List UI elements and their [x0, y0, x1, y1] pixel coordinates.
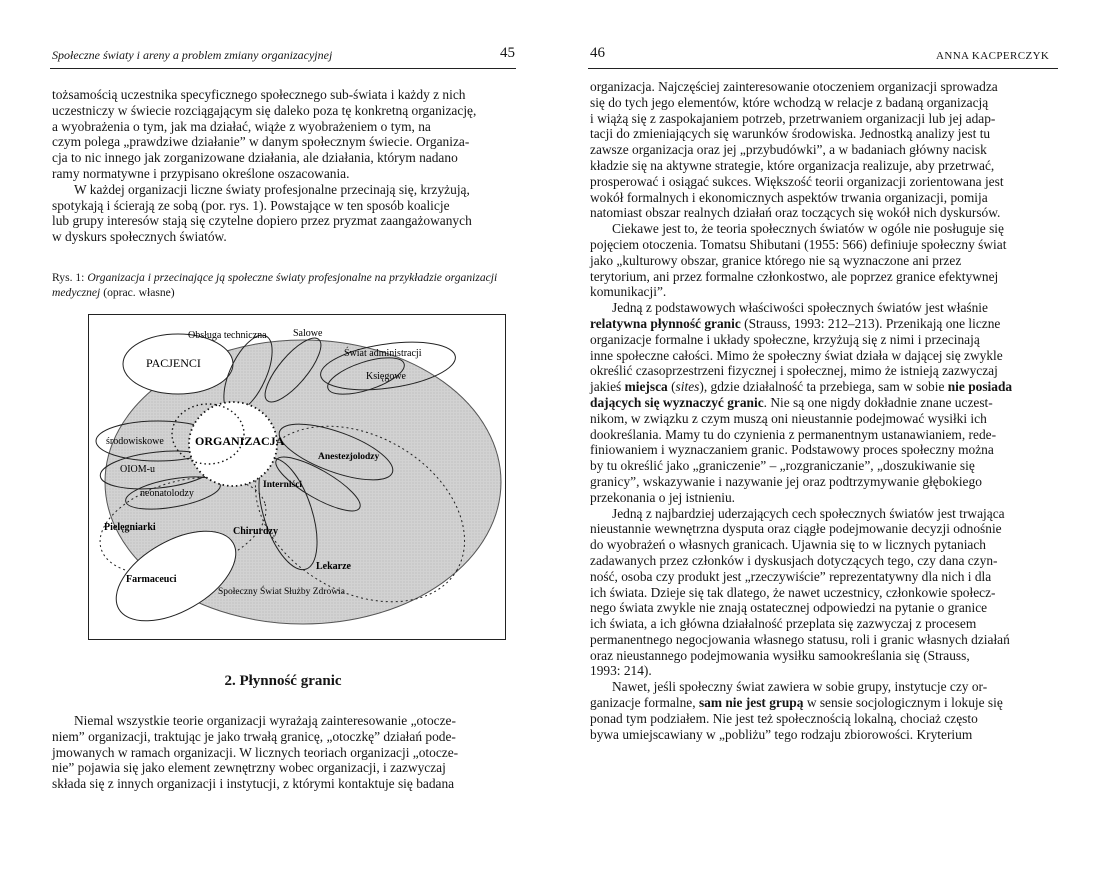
caption-title: Organizacja i przecinające ją społeczne światy profesjonalne na przykładzie organizacji medycznej [52, 271, 498, 299]
text-line: nieustannie wewnętrzna dysputa oraz ciągłe podejmowanie decyzji odnośnie [590, 521, 1002, 537]
text-line: granicy”, wskazywanie i nazywanie jej oraz podtrzymywanie głębokiego [590, 473, 982, 489]
text-line: oraz nieustannego podejmowania wysiłku samookreślania się (Strauss, [590, 647, 970, 663]
text-line: terytorium, ani przez formalne członkostwo, ale poprzez granice efektywnej [590, 268, 999, 284]
text-line [590, 395, 1058, 411]
label-obsluga: Obsługa techniczna [188, 330, 267, 341]
label-srodowiskowe: środowiskowe [106, 436, 164, 447]
text-line: Jedną z najbardziej uderzających cech społecznych światów jest trwająca [612, 505, 1005, 521]
label-neonatolodzy: neonatolodzy [140, 488, 194, 499]
label-ksiegowe: Księgowe [366, 371, 406, 382]
text-line: uczestniczy w świecie rozciągającym się daleko poza tę konkretną organizację, [52, 102, 477, 118]
bold-phrase: miejsca [624, 379, 668, 395]
text-span: ( [667, 379, 676, 395]
right-body-text [590, 79, 1058, 742]
label-salowe: Salowe [293, 328, 323, 339]
text-line: organizacja. Najczęściej zainteresowanie otoczeniem organizacji sprowadza [590, 79, 998, 94]
text-line: ich świata. Dzieje się tak dlatego, że nawet uczestnicy, członkowie społecz- [590, 584, 996, 600]
text-line: cja to nic innego jak zorganizowane działania, ale działania, którym nadano [52, 150, 458, 166]
label-organizacja: ORGANIZACJA [195, 434, 285, 448]
label-spoleczny-swiat: Społeczny Świat Służby Zdrowia [218, 587, 345, 597]
header-rule-right [588, 68, 1058, 69]
text-line: Jedną z podstawowych właściwości społecznych światów jest właśnie [612, 300, 988, 316]
text-line: niem” organizacji, traktując je jako trwałą granicę, „otoczkę” działań pode- [52, 728, 456, 744]
text-line: ponad tym podziałem. Nie jest też społecznością lokalną, chociaż często [590, 710, 978, 726]
label-lekarze: Lekarze [316, 561, 351, 572]
text-span: w sensie socjologicznym i lokuje się [803, 695, 1003, 711]
text-line: w dyskurs społecznych światów. [52, 229, 227, 245]
text-line: permanentnego negocjowania własnego statusu, roli i granic własnych działań [590, 631, 1010, 647]
text-line: ich świata, a ich główna działalność przeplata się zazwyczaj z procesem [590, 616, 977, 632]
text-line: Nawet, jeśli społeczny świat zawiera w sobie grupy, instytucje czy or- [612, 679, 988, 695]
text-line: zadawanych przez członków i dyskusjach dotyczących tego, czy dana czyn- [590, 552, 998, 568]
label-chirurdzy: Chirurdzy [233, 526, 278, 537]
text-line: komunikacji”. [590, 284, 667, 300]
text-line: nego świata zwykle nie znają ostatecznej odpowiedzi na pytanie o granice [590, 600, 988, 616]
text-line: składa się z innych organizacji i instytucji, z którymi kontaktuje się badana [52, 776, 455, 792]
label-internisci: Interniści [263, 480, 303, 490]
running-author: ANNA KACPERCZYK [936, 50, 1050, 62]
text-line: dookreślania. Mamy tu do czynienia z permanentnym ustanawianiem, rede- [590, 426, 997, 442]
text-line: W każdej organizacji liczne światy profesjonalne przecinają się, krzyżują, [74, 181, 470, 197]
label-farmaceuci: Farmaceuci [126, 574, 177, 585]
text-line: tożsamością uczestnika specyficznego społecznego sub-świata i każdy z nich [52, 87, 466, 102]
social-worlds-diagram [88, 314, 506, 640]
text-line: ramy normatywne i przypisano określone oszacowania. [52, 165, 350, 181]
text-line: ność, osoba czy produkt jest „rzeczywiście” reprezentatywny dla nich i dla [590, 568, 992, 584]
text-line: przekonania o jej istnieniu. [590, 489, 736, 505]
label-anestezjolodzy: Anestezjolodzy [318, 452, 380, 462]
bold-phrase: dających się wyznaczyć granic [590, 394, 764, 410]
text-line: organizacje formalne i układy społeczne, krzyżują się z nimi i przecinają [590, 331, 980, 347]
text-line [590, 379, 1058, 395]
text-line: jmowanych w ramach organizacji. W licznych teoriach organizacji „otocze- [52, 744, 459, 760]
caption-prefix: Rys. 1: [52, 271, 85, 284]
text-span: jakieś [590, 379, 625, 395]
text-span: ganizacje formalne, [590, 695, 699, 711]
page-number-left: 45 [500, 45, 515, 61]
text-line: bywa umiejscawiany w „pobliżu” tego rodzaju zbiorowości. Kryterium [590, 726, 973, 742]
text-line: i wiążą się z zaspokajaniem potrzeb, przetrwaniem organizacji lub jej adap- [590, 110, 996, 126]
text-line: zawsze organizacja oraz jej „przybudówki”, a w badaniach główny nacisk [590, 142, 987, 158]
label-pielegniarki: Pielęgniarki [104, 522, 156, 533]
text-line: nikom, w związku z czym muszą oni nieustannie podejmować wysiłki ich [590, 410, 987, 426]
text-line: by tu określić jako „graniczenie” – „rozgraniczanie”, „doszukiwanie się [590, 458, 975, 474]
text-line: kładzie się na aktywne strategie, które organizacja realizuje, aby przetrwać, [590, 157, 995, 173]
text-line: lub grupy interesów stają się czytelne dopiero przez pryzmat zaangażowanych [52, 213, 472, 229]
text-line: się do tych jego elementów, które wchodzą w relacje z badaną organizacją [590, 94, 989, 110]
text-line: a wyobrażenia o tym, jak ma działać, wiąże z wyobrażeniem o tym, na [52, 118, 431, 134]
text-line: do wyobrażeń o własnych granicach. Ujawnia się to w licznych pytaniach [590, 537, 986, 553]
text-line: wokół formalnych i ekonomicznych aspektów trwania organizacji, pomija [590, 189, 988, 205]
text-line: pojęciem otoczenia. Tomatsu Shibutani (1955: 566) definiuje społeczny świat [590, 236, 1007, 252]
section-heading: 2. Płynność granic [224, 673, 342, 689]
italic-phrase: sites [675, 379, 700, 395]
text-line: nie” pojawia się jako element zewnętrzny wobec organizacji, i zazwyczaj [52, 760, 446, 776]
text-span: ), gdzie działalność ta przebiega, sam w sobie [699, 379, 948, 395]
text-line: określić czasoprzestrzeni fizycznej i społecznej, mimo że istnieją zazwyczaj [590, 363, 998, 379]
page-number-right: 46 [590, 45, 605, 61]
text-line [590, 695, 1058, 711]
text-line: spotykają i ścierają ze sobą (por. rys. 1). Powstające w ten sposób koalicje [52, 197, 450, 213]
caption-source: (oprac. własne) [103, 286, 175, 299]
running-title: Społeczne światy i areny a problem zmiany organizacyjnej [52, 48, 333, 62]
text-line: jako „kulturowy obszar, granice którego nie są wyznaczone ani przez [590, 252, 962, 268]
text-line: tacji do zmieniających się warunków środowiska. Jednostką analizy jest tu [590, 126, 991, 142]
bold-phrase: nie posiada [947, 379, 1013, 395]
label-swiat-admin: Świat administracji [344, 348, 422, 359]
figure-social-worlds [88, 314, 506, 640]
text-line: inne społeczne całości. Mimo że społeczny świat działa w dającej się zwykle [590, 347, 1003, 363]
text-line: prosperować i osiągać sukces. Większość teorii organizacji zorientowana jest [590, 173, 1004, 189]
text-span: . Nie są one nigdy dokładnie znane uczest- [763, 394, 993, 410]
bold-phrase: sam nie jest grupą [698, 695, 804, 711]
header-rule-left [50, 68, 516, 69]
left-body-text [52, 87, 514, 245]
figure-caption [52, 270, 514, 300]
text-line: finiowaniem i wyznaczaniem granic. Podstawowy proces społeczny można [590, 442, 994, 458]
text-line [590, 316, 1058, 332]
bold-phrase: relatywna płynność granic [590, 315, 741, 331]
text-line: czym polega „prawdziwe działanie” w danym społecznym świecie. Organiza- [52, 134, 470, 150]
text-line: 1993: 214). [590, 663, 652, 679]
text-span: (Strauss, 1993: 212–213). Przenikają one liczne [740, 315, 1001, 331]
text-line: natomiast obszar realnych działań oraz toczących się wokół nich dyskursów. [590, 205, 1001, 221]
text-line: Niemal wszystkie teorie organizacji wyrażają zainteresowanie „otocze- [74, 713, 456, 728]
left-body-text-2 [52, 713, 514, 792]
label-oiom: OIOM-u [120, 464, 155, 475]
text-line: Ciekawe jest to, że teoria społecznych światów w ogóle nie posługuje się [612, 221, 1004, 237]
right-page [550, 0, 1100, 885]
label-pacjenci: PACJENCI [146, 356, 201, 370]
